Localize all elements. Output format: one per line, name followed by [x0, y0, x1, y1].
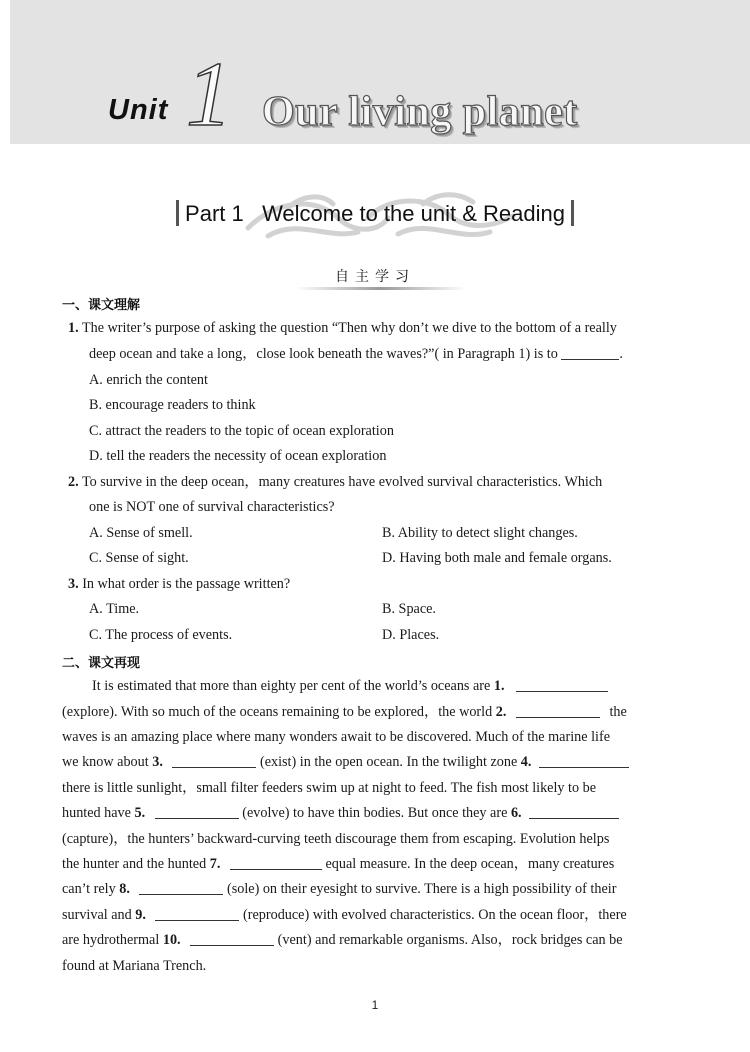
option-2d: D. Having both male and female organs. [382, 550, 612, 566]
option-3c: C. The process of events. [89, 627, 233, 643]
answer-blank-7[interactable] [230, 855, 322, 870]
left-bar-divider [176, 200, 179, 226]
question-number: 3. [68, 576, 79, 592]
question-number: 1. [68, 320, 79, 336]
passage-line-12: found at Mariana Trench. [62, 958, 207, 974]
passage-line-9: can’t rely 8. (sole) on their eyesight to survive. There is a high possibility of their [62, 881, 617, 897]
option-1b: B. encourage readers to think [89, 397, 256, 413]
part-title-text: Part 1 Welcome to the unit & Reading [185, 201, 565, 226]
answer-blank-10[interactable] [190, 931, 274, 946]
answer-blank-8[interactable] [139, 880, 223, 895]
right-bar-divider [571, 200, 574, 226]
option-2b: B. Ability to detect slight changes. [382, 525, 578, 541]
passage-line-4: we know about 3. (exist) in the open ocean. In the twilight zone 4. [62, 752, 629, 772]
question-text: In what order is the passage written? [82, 576, 291, 592]
question-1-line-1 [68, 318, 617, 338]
passage-line-5: there is little sunlight，small filter feeders swim up at night to feed. The fish most likely to be [62, 780, 597, 796]
question-number: 2. [68, 474, 79, 490]
part-title [150, 200, 600, 227]
passage-line-10: survival and 9. (reproduce) with evolved characteristics. On the ocean floor，there [62, 907, 627, 923]
question-text: deep ocean and take a long，close look beneath the waves?”( in Paragraph 1) is to [89, 346, 558, 362]
page-number: 1 [371, 998, 379, 1012]
question-text: To survive in the deep ocean，many creatures have evolved survival characteristics. Which [81, 474, 603, 490]
option-1c: C. attract the readers to the topic of ocean exploration [89, 423, 394, 439]
answer-blank-4[interactable] [539, 753, 629, 768]
heading-passage-recall: 二、课文再现 [62, 656, 141, 671]
section-underline [296, 287, 466, 290]
option-2a: A. Sense of smell. [89, 525, 193, 541]
unit-title: Our living planet [262, 89, 578, 135]
section-title: 自主学习 [335, 269, 415, 285]
unit-label: Unit [108, 94, 169, 126]
option-3d: D. Places. [382, 627, 440, 643]
option-2c: C. Sense of sight. [89, 550, 189, 566]
heading-comprehension: 一、课文理解 [62, 298, 141, 313]
passage-line-8: the hunter and the hunted 7. equal measure. In the deep ocean，many creatures [62, 856, 615, 872]
option-1d: D. tell the readers the necessity of ocean exploration [89, 448, 387, 464]
passage-line-7: (capture)，the hunters’ backward-curving teeth discourage them from escaping. Evolution helps [62, 831, 610, 847]
passage-line-3: waves is an amazing place where many wonders await to be discovered. Much of the marine life [62, 729, 610, 745]
passage-line-2: (explore). With so much of the oceans remaining to be explored，the world 2. the [62, 704, 627, 720]
option-3b: B. Space. [382, 601, 436, 617]
answer-blank-6[interactable] [529, 804, 619, 819]
passage-line-11: are hydrothermal 10. (vent) and remarkable organisms. Also，rock bridges can be [62, 932, 623, 948]
question-3-line-1 [68, 574, 290, 594]
answer-blank-5[interactable] [155, 804, 239, 819]
answer-blank-2[interactable] [516, 703, 600, 718]
passage-line-1: It is estimated that more than eighty per cent of the world’s oceans are 1. [92, 676, 608, 696]
answer-blank[interactable] [561, 345, 619, 360]
answer-blank-3[interactable] [172, 753, 256, 768]
question-2-line-1 [68, 472, 602, 492]
question-2-line-2: one is NOT one of survival characteristics? [89, 499, 335, 515]
question-text: The writer’s purpose of asking the question “Then why don’t we dive to the bottom of a really [81, 320, 617, 336]
unit-number: 1 [186, 43, 232, 145]
answer-blank-9[interactable] [155, 906, 239, 921]
option-1a: A. enrich the content [89, 372, 208, 388]
answer-blank-1[interactable] [516, 677, 608, 692]
question-1-line-2: deep ocean and take a long，close look beneath the waves?”( in Paragraph 1) is to . [89, 346, 623, 362]
passage-line-6: hunted have 5. (evolve) to have thin bodies. But once they are 6. [62, 803, 619, 823]
option-3a: A. Time. [89, 601, 140, 617]
